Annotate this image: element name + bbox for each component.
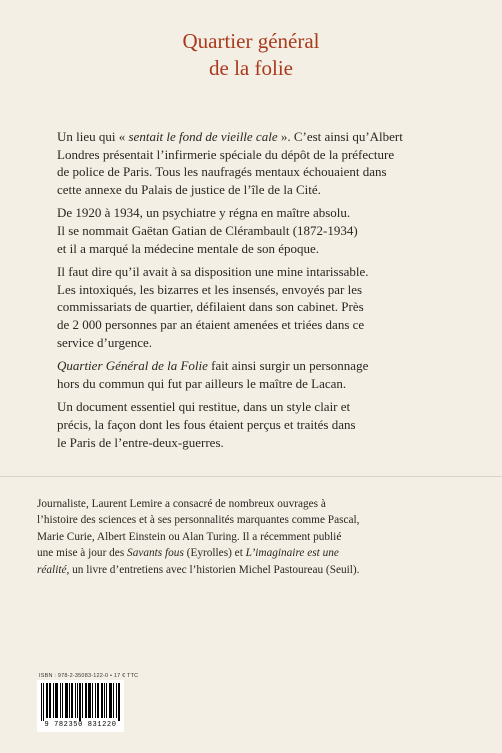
text-line: et il a marqué la médecine mentale de son époque. <box>57 240 320 256</box>
barcode-bar <box>55 683 56 718</box>
description-paragraph-5 <box>57 398 457 451</box>
text-line: une mise à jour des Savants fous (Eyrolles) et L’imaginaire est une <box>37 547 339 560</box>
barcode-bar <box>119 683 120 721</box>
text-line: Un document essentiel qui restitue, dans un style clair et <box>57 399 351 415</box>
barcode-bar <box>71 683 72 718</box>
barcode-bar <box>49 683 50 718</box>
barcode-bar <box>106 683 107 718</box>
text-line: hors du commun qui fut par ailleurs le maître de Lacan. <box>57 375 347 391</box>
barcode-bar <box>113 683 114 718</box>
barcode-bar <box>89 683 90 718</box>
text-line: De 1920 à 1934, un psychiatre y régna en maître absolu. <box>57 205 351 221</box>
barcode-bar <box>95 683 96 718</box>
text-line: Les intoxiqués, les bizarres et les insensés, envoyés par les <box>57 281 363 297</box>
barcode-bar <box>47 683 48 718</box>
barcode-bar <box>85 683 86 718</box>
barcode-bar <box>101 683 102 718</box>
author-bio <box>37 496 477 578</box>
text-line: cette annexe du Palais de justice de l’île de la Cité. <box>57 181 321 197</box>
barcode-bar <box>67 683 68 718</box>
text-line: l’histoire des sciences et à ses personnalités marquantes comme Pascal, <box>37 514 360 527</box>
barcode-bar <box>77 683 78 718</box>
barcode-bar <box>46 683 47 718</box>
text-line: Journaliste, Laurent Lemire a consacré de nombreux ouvrages à <box>37 498 326 510</box>
barcode-bar <box>110 683 111 718</box>
book-title <box>0 28 502 82</box>
book-title-italic: Quartier Général de la Folie <box>57 358 208 374</box>
barcode-digits: 9 782350 831220 <box>44 721 117 729</box>
text-line: Il se nommait Gaëtan Gatian de Clérambault (1872-1934) <box>57 222 358 238</box>
text-line: de police de Paris. Tous les naufragés mentaux échouaient dans <box>57 164 387 180</box>
barcode-bar <box>92 683 93 718</box>
barcode-bar <box>102 683 103 718</box>
description-paragraph-2 <box>57 204 457 257</box>
book-title-line-2: de la folie <box>209 56 293 80</box>
text-line: Un lieu qui « sentait le fond de vieille cale ». C’est ainsi qu’Albert <box>57 129 403 144</box>
text-line: Marie Curie, Albert Einstein ou Alan Turing. Il a récemment publié <box>37 530 342 543</box>
text-line: de 2 000 personnes par an étaient amenées et triées dans ce <box>57 316 365 332</box>
barcode-bar <box>88 683 89 718</box>
description-paragraph-1 <box>57 128 457 198</box>
barcode-bar <box>57 683 58 718</box>
isbn-price-line: ISBN : 978-2-35083-122-0 • 17 € TTC <box>39 673 139 679</box>
barcode-bar <box>104 683 105 718</box>
text-line: réalité, un livre d’entretiens avec l’historien Michel Pastoureau (Seuil). <box>37 563 360 576</box>
barcode-bar <box>56 683 57 718</box>
barcode-bar <box>41 683 42 721</box>
barcode-bars <box>41 683 120 721</box>
barcode-bar <box>97 683 98 718</box>
barcode-bar <box>72 683 73 718</box>
text-line: le Paris de l’entre-deux-guerres. <box>57 434 224 450</box>
barcode-bar <box>109 683 110 718</box>
barcode-bar <box>116 683 117 718</box>
barcode-bar <box>82 683 83 718</box>
barcode-bar <box>43 683 44 721</box>
barcode-bar <box>50 683 51 718</box>
text-line: commissariats de quartier, défilaient dans son cabinet. Près <box>57 299 364 315</box>
barcode-bar <box>75 683 76 718</box>
text-line: Quartier Général de la Folie fait ainsi surgir un personnage <box>57 358 369 374</box>
barcode-bar <box>66 683 67 718</box>
barcode-bar <box>69 683 70 718</box>
barcode <box>37 680 124 732</box>
barcode-bar <box>62 683 63 718</box>
barcode-bar <box>60 683 61 718</box>
barcode-bar <box>90 683 91 718</box>
text-line: service d’urgence. <box>57 334 153 350</box>
description-paragraph-4 <box>57 357 457 392</box>
text-line: Il faut dire qu’il avait à sa disposition une mine intarissable. <box>57 264 369 280</box>
barcode-bar <box>118 683 119 721</box>
text-line: Londres présentait l’infirmerie spéciale du dépôt de la préfecture <box>57 146 395 162</box>
barcode-bar <box>86 683 87 718</box>
section-divider <box>0 476 502 477</box>
description-paragraph-3 <box>57 263 457 351</box>
barcode-bar <box>80 683 81 721</box>
barcode-bar <box>79 683 80 721</box>
book-title-line-1: Quartier général <box>182 29 320 53</box>
barcode-bar <box>98 683 99 718</box>
barcode-bar <box>65 683 66 718</box>
description <box>57 128 457 457</box>
barcode-bar <box>111 683 112 718</box>
text-line: précis, la façon dont les fous étaient perçus et traités dans <box>57 416 356 432</box>
barcode-bar <box>53 683 54 718</box>
